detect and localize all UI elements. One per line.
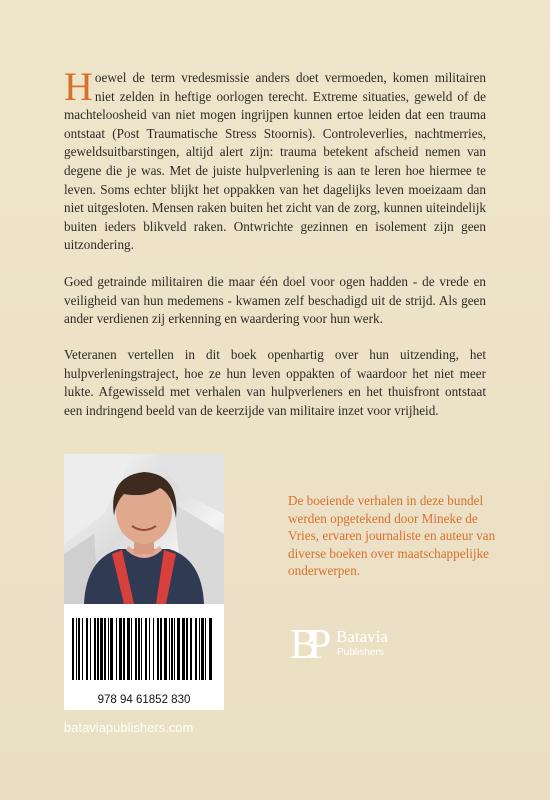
- barcode-bar: [182, 618, 185, 680]
- barcode-bar: [169, 618, 170, 680]
- barcode-bar: [72, 618, 74, 680]
- barcode-bar: [195, 618, 197, 680]
- blurb-paragraph-3: Veteranen vertellen in dit boek openhartig over hun uitzending, het hulpverleningstraject, hoe ze hun leven oppakten of waardoor het niet meer lukte. Afgewisseld met verhalen van hulpverleners en het thuisfront ontstaat een indringend beeld van de keerzijde van militaire inzet voor vrijheid.: [64, 347, 486, 418]
- barcode-bar: [205, 618, 206, 680]
- barcode-bar: [209, 618, 212, 680]
- barcode-bar: [190, 618, 192, 680]
- barcode-bar: [199, 618, 200, 680]
- barcode-bar: [104, 618, 106, 680]
- barcode-bar: [97, 618, 99, 680]
- barcode-bar: [82, 618, 83, 680]
- blurb-paragraph-2: Goed getrainde militairen die maar één doel voor ogen hadden - de vrede en veiligheid van hun medemens - kwamen zelf beschadigd uit de strijd. Als geen ander verdienen zij erkenning en waardering voor hun werk.: [64, 274, 486, 327]
- barcode-bar: [186, 618, 188, 680]
- barcode-bar: [149, 618, 150, 680]
- barcode-bar: [174, 618, 175, 680]
- barcode-bar: [94, 618, 96, 680]
- barcode-bar: [141, 618, 142, 680]
- barcode-bar: [145, 618, 147, 680]
- author-photo: [64, 454, 224, 604]
- barcode-bar: [171, 618, 173, 680]
- barcode-bar: [153, 618, 154, 680]
- publisher-name: Batavia: [336, 627, 388, 646]
- blurb-paragraph-1-text: oewel de term vredesmissie anders doet vermoeden, komen militairen niet zelden in heftige oorlogen terecht. Extreme situaties, geweld of de machteloosheid van niet mogen ingrijpen kunnen ertoe leiden dat een trauma ontstaat (Post Traumatische Stress Stoornis). Controleverlies, nachtmerries, geweldsuitbarstingen, altijd alert zijn: trauma betekent afscheid nemen van degene die je was. Met de juiste hulpverlening is aan te leren hoe hiermee te leven. Soms echter blijkt het oppakken van het dagelijks leven moeizaam dan niet uitgesloten. Mensen raken buiten het zicht van de zorg, kunnen uiteindelijk buiten ieders blikveld raken. Ontwrichte gezinnen en isolement zijn geen uitzondering.: [64, 70, 486, 253]
- barcode-bar: [86, 618, 88, 680]
- barcode: [64, 604, 224, 710]
- publisher-website: bataviapublishers.com: [64, 720, 194, 735]
- barcode-bar: [138, 618, 140, 680]
- barcode-bar: [110, 618, 113, 680]
- barcode-bar: [127, 618, 130, 680]
- barcode-bar: [100, 618, 103, 680]
- barcode-bar: [177, 618, 180, 680]
- publisher-subtitle: Publishers: [337, 647, 384, 658]
- barcode-bar: [164, 618, 167, 680]
- isbn-number: 978 94 61852 830: [97, 694, 191, 706]
- barcode-bar: [123, 618, 125, 680]
- blurb-paragraph-1: [64, 64, 486, 255]
- barcode-bar: [157, 618, 159, 680]
- barcode-bar: [76, 618, 77, 680]
- publisher-logo: [290, 623, 410, 667]
- drop-cap: H: [64, 64, 93, 109]
- barcode-bars: [64, 604, 224, 686]
- barcode-bar: [135, 618, 137, 680]
- barcode-bar: [160, 618, 162, 680]
- author-note: De boeiende verhalen in deze bundel werden opgetekend door Mineke de Vries, ervaren journaliste en auteur van diverse boeken over maatschappelijke onderwerpen.: [288, 493, 496, 579]
- barcode-bar: [131, 618, 132, 680]
- publisher-mark: BP: [290, 622, 322, 668]
- barcode-bar: [108, 618, 109, 680]
- barcode-bar: [119, 618, 122, 680]
- barcode-bar: [116, 618, 117, 680]
- barcode-bar: [201, 618, 204, 680]
- author-portrait-image: [64, 454, 224, 604]
- barcode-bar: [90, 618, 91, 680]
- barcode-bar: [78, 618, 80, 680]
